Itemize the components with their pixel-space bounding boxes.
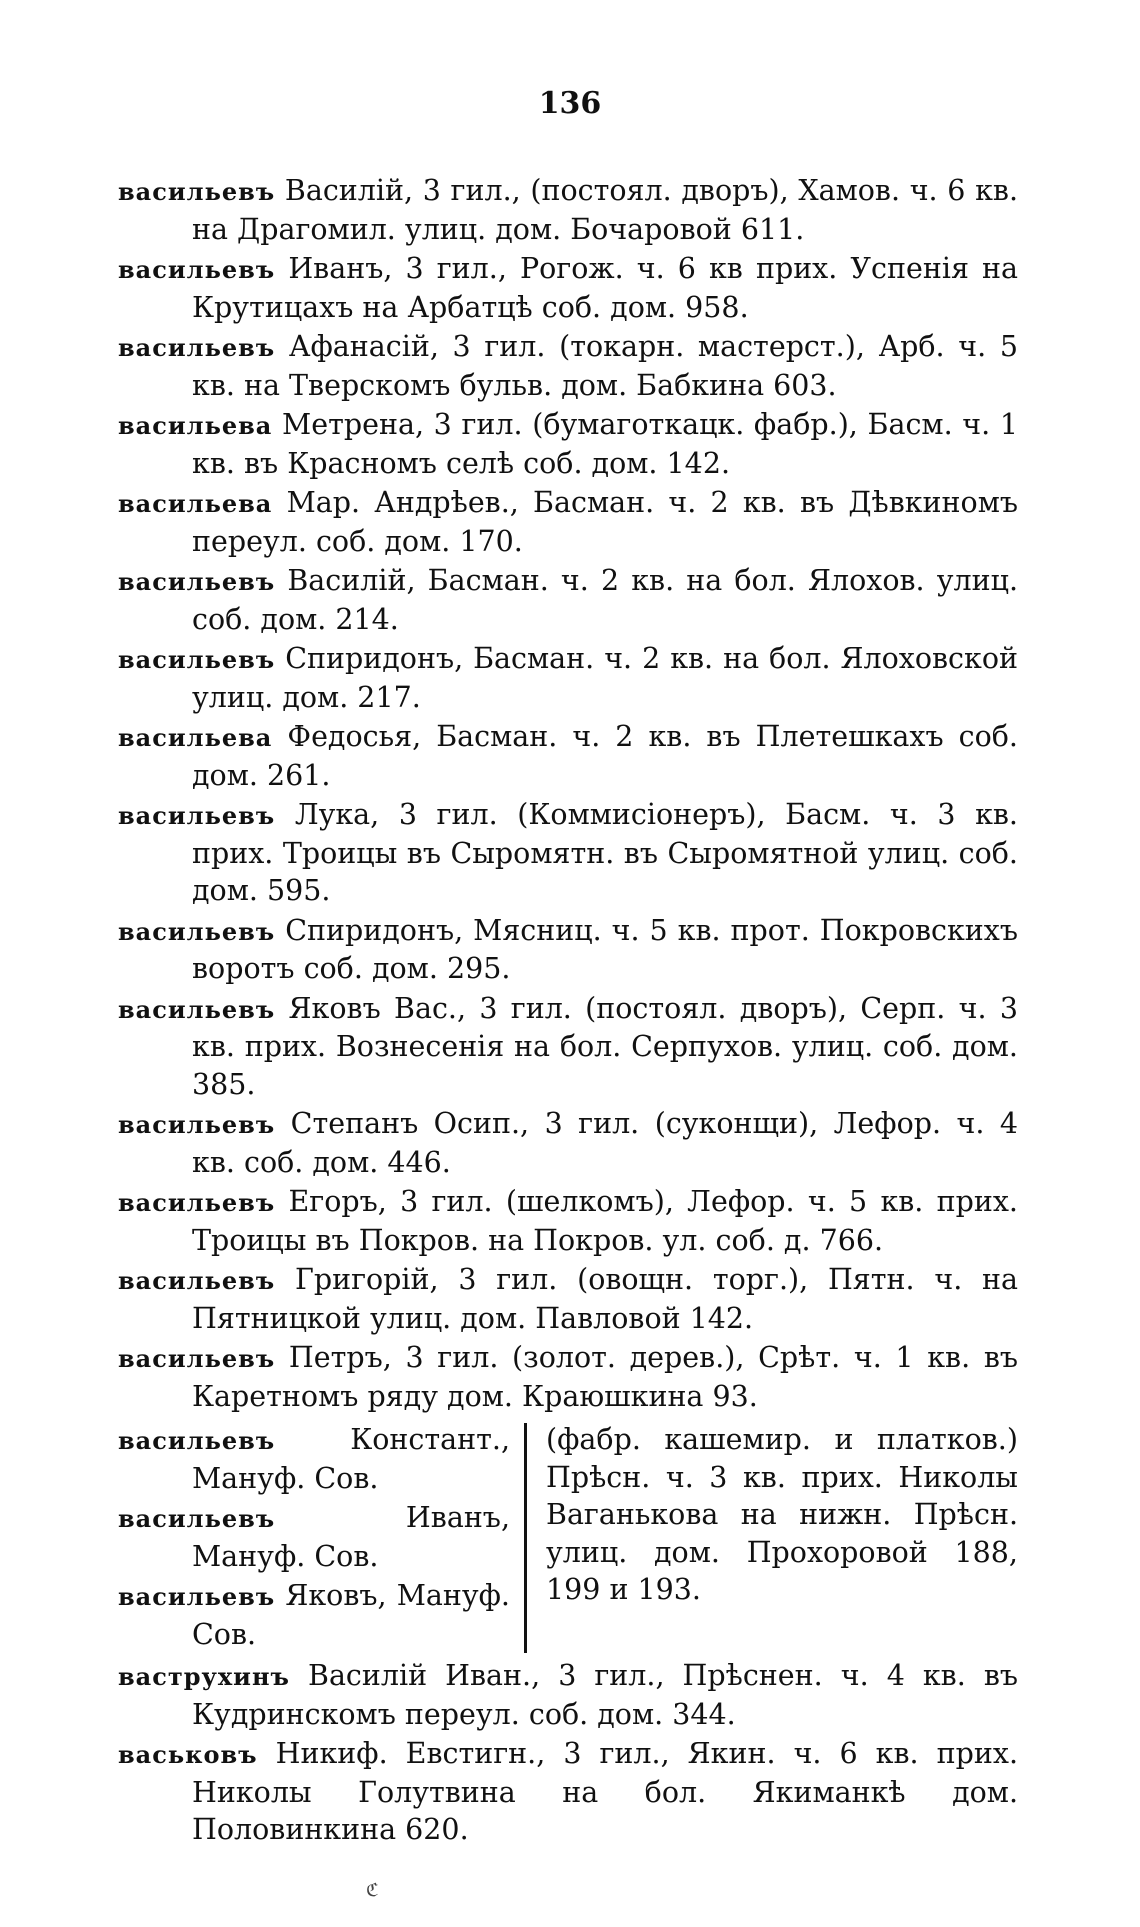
group-names: [118, 1421, 510, 1655]
entry-text: Егоръ, 3 гил. (шелкомъ), Лефор. ч. 5 кв. прих. Троицы въ Покров. на Покров. ул. соб. д. 766.: [192, 1185, 1018, 1257]
entry-text: Василій, 3 гил., (постоял. дворъ), Хамов. ч. 6 кв. на Драгомил. улиц. дом. Бочаровой 611.: [192, 174, 1019, 246]
brace-line: [524, 1423, 527, 1653]
entry-surname: васьковъ: [118, 1740, 258, 1769]
entry-surname: васильевъ: [118, 645, 276, 674]
entry-surname: васильевъ: [118, 1582, 276, 1611]
entry-surname: васильевъ: [118, 994, 276, 1024]
directory-entry: [118, 1421, 510, 1497]
entry-surname: васильева: [118, 489, 273, 518]
entry-text: Спиридонъ, Басман. ч. 2 кв. на бол. Ялоховской улиц. дом. 217.: [192, 642, 1018, 714]
entry-text: Федосья, Басман. ч. 2 кв. въ Плетешкахъ соб. дом. 261.: [192, 720, 1018, 792]
entry-text: Иванъ, Мануф. Сов.: [192, 1501, 510, 1573]
directory-entry: [118, 718, 1018, 794]
entry-text: Констант., Мануф. Сов.: [192, 1423, 510, 1495]
entry-surname: васильевъ: [118, 916, 276, 946]
entry-surname: васильевъ: [118, 1504, 276, 1533]
grouped-entries: [118, 1421, 1018, 1655]
directory-entry: [118, 1735, 1018, 1849]
curly-brace: [510, 1421, 540, 1655]
entry-surname: ваструхинъ: [118, 1662, 290, 1691]
directory-entry: [118, 406, 1018, 482]
directory-entry: [118, 1657, 1018, 1733]
entry-text: Василій Иван., 3 гил., Прѣснен. ч. 4 кв. въ Кудринскомъ переул. соб. дом. 344.: [192, 1659, 1018, 1731]
directory-entry: [118, 1261, 1018, 1337]
entries-list: [118, 172, 1018, 1851]
entry-text: Яковъ Вас., 3 гил. (постоял. дворъ), Серп. ч. 3 кв. прих. Вознесенія на бол. Серпухов. улиц. соб. дом. 385.: [192, 991, 1018, 1101]
entry-surname: васильевъ: [118, 567, 276, 596]
entry-text: Иванъ, 3 гил., Рогож. ч. 6 кв прих. Успенія на Крутицахъ на Арбатцѣ соб. дом. 958.: [192, 252, 1019, 324]
entry-text: Степанъ Осип., 3 гил. (суконщи), Лефор. ч. 4 кв. соб. дом. 446.: [192, 1107, 1018, 1179]
entry-text: Василій, Басман. ч. 2 кв. на бол. Ялохов. улиц. соб. дом. 214.: [192, 564, 1018, 636]
directory-entry: [118, 1105, 1018, 1181]
entry-text: Никиф. Евстигн., 3 гил., Якин. ч. 6 кв. прих. Николы Голутвина на бол. Якиманкѣ дом. Половинкина 620.: [192, 1737, 1018, 1846]
entry-text: Яковъ, Мануф. Сов.: [192, 1579, 510, 1651]
directory-entry: [118, 990, 1018, 1104]
entry-surname: васильева: [118, 723, 273, 752]
entry-text: Лука, 3 гил. (Коммисіонеръ), Басм. ч. 3 кв. прих. Троицы въ Сыромятн. въ Сыромятной улиц. соб. дом. 595.: [192, 798, 1018, 907]
entry-text: Афанасій, 3 гил. (токарн. мастерст.), Арб. ч. 5 кв. на Тверскомъ бульв. дом. Бабкина 603.: [192, 330, 1018, 402]
directory-entry: [118, 250, 1018, 326]
directory-entry: [118, 1577, 510, 1653]
directory-entry: [118, 640, 1018, 716]
entry-surname: васильева: [118, 411, 273, 440]
page-number: 136: [538, 86, 602, 121]
entry-text: Спиридонъ, Мясниц. ч. 5 кв. прот. Покровскихъ воротъ соб. дом. 295.: [192, 913, 1018, 985]
entry-text: Мар. Андрѣев., Басман. ч. 2 кв. въ Дѣвкиномъ переул. соб. дом. 170.: [192, 486, 1019, 558]
directory-entry: [118, 796, 1018, 910]
directory-entry: [118, 328, 1018, 404]
entry-text: Петръ, 3 гил. (золот. дерев.), Срѣт. ч. 1 кв. въ Каретномъ ряду дом. Краюшкина 93.: [192, 1341, 1018, 1413]
directory-entry: [118, 1499, 510, 1575]
entry-surname: васильевъ: [118, 1344, 276, 1373]
entry-surname: васильевъ: [118, 1110, 276, 1139]
entry-text: Григорій, 3 гил. (овощн. торг.), Пятн. ч. на Пятницкой улиц. дом. Павловой 142.: [192, 1263, 1019, 1335]
directory-entry: [118, 172, 1018, 248]
entry-surname: васильевъ: [118, 1266, 276, 1295]
entry-surname: васильевъ: [118, 177, 276, 206]
entry-surname: васильевъ: [118, 1426, 276, 1455]
directory-entry: [118, 562, 1018, 638]
entry-surname: васильевъ: [118, 255, 276, 284]
directory-entry: [118, 912, 1018, 988]
directory-entry: [118, 1339, 1018, 1415]
group-shared-text: (фабр. кашемир. и платков.) Прѣсн. ч. 3 кв. прих. Николы Ваганькова на нижн. Прѣсн. улиц. дом. Прохоровой 188, 199 и 193.: [546, 1423, 1018, 1606]
bottom-ink-mark: ℭ: [366, 1880, 379, 1901]
entry-text: Метрена, 3 гил. (бумаготкацк. фабр.), Басм. ч. 1 кв. въ Красномъ селѣ соб. дом. 142.: [192, 408, 1019, 480]
directory-entry: [118, 484, 1018, 560]
entry-surname: васильевъ: [118, 1188, 276, 1217]
entry-surname: васильевъ: [118, 333, 276, 362]
directory-entry: [118, 1183, 1018, 1259]
entry-surname: васильевъ: [118, 801, 276, 830]
